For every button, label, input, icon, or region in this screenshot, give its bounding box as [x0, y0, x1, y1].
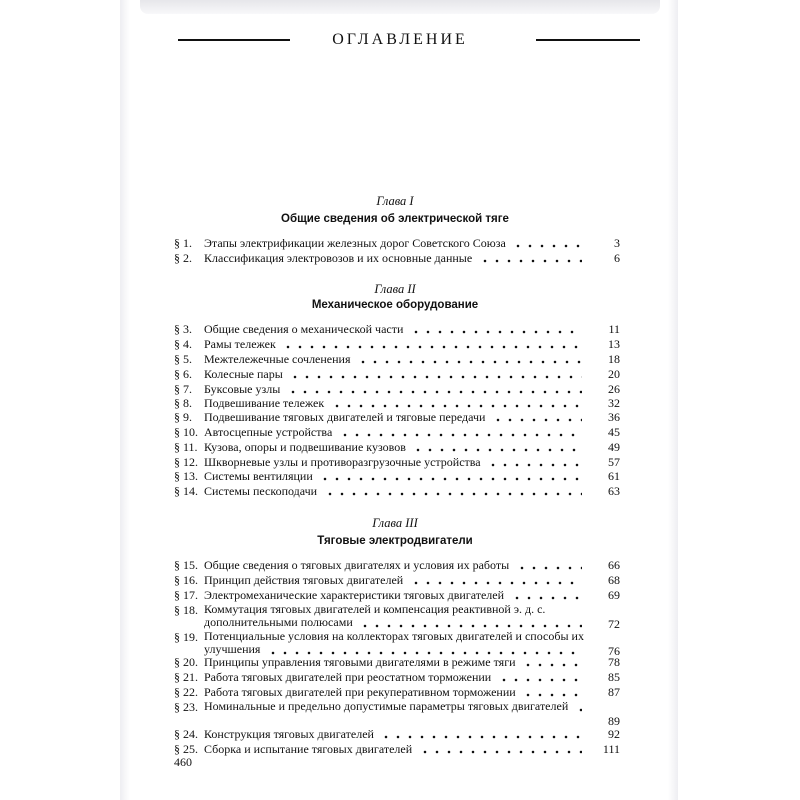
page-title: ОГЛАВЛЕНИЕ: [332, 31, 468, 48]
toc-entry[interactable]: [174, 236, 620, 250]
toc-entry[interactable]: [174, 603, 620, 631]
section-number: § 21.: [174, 670, 198, 684]
section-title: Подвешивание тележек: [204, 396, 325, 410]
section-page: 6: [614, 251, 620, 265]
toc-entry[interactable]: [174, 322, 620, 336]
section-number: § 24.: [174, 727, 198, 741]
section-title: Межтележечные сочленения: [204, 352, 351, 366]
toc-entry[interactable]: [174, 573, 620, 587]
page-header: [170, 30, 630, 54]
section-number: § 3.: [174, 322, 192, 336]
chapter-label: Глава II: [374, 282, 416, 296]
section-title: Принцип действия тяговых двигателей: [204, 573, 404, 587]
section-title: Принципы управления тяговыми двигателями в режиме тяги: [204, 655, 516, 669]
toc-entry[interactable]: [174, 655, 620, 669]
toc-entry[interactable]: [174, 700, 620, 728]
toc-entry[interactable]: [174, 382, 620, 396]
section-title: Работа тяговых двигателей при рекуперативном торможении: [204, 685, 516, 699]
leader-dots: [287, 390, 582, 394]
section-page: 92: [608, 727, 620, 741]
section-number: § 19.: [174, 630, 198, 644]
toc-entry[interactable]: [174, 484, 620, 498]
toc-entry[interactable]: [174, 630, 620, 658]
toc-entry[interactable]: [174, 337, 620, 351]
toc-entry[interactable]: [174, 396, 620, 410]
leader-dots: [512, 244, 582, 248]
leader-dots: [331, 404, 582, 408]
section-page: 11: [608, 322, 620, 336]
chapter-label: Глава III: [372, 516, 418, 530]
section-page: 26: [608, 382, 620, 396]
section-number: § 2.: [174, 251, 192, 265]
toc-entry[interactable]: [174, 742, 620, 756]
section-number: § 14.: [174, 484, 198, 498]
book-page: [160, 0, 640, 800]
section-page: 13: [608, 337, 620, 351]
section-title: Системы вентиляции: [204, 469, 313, 483]
toc-entry[interactable]: [174, 727, 620, 741]
section-page: 85: [608, 670, 620, 684]
leader-dots: [410, 330, 582, 334]
leader-dots: [575, 708, 582, 712]
toc-entry[interactable]: [174, 588, 620, 602]
section-title: Буксовые узлы: [204, 382, 281, 396]
section-page: 61: [608, 469, 620, 483]
title-rule-right: [536, 39, 640, 41]
section-page: 87: [608, 685, 620, 699]
section-page: 36: [608, 410, 620, 424]
leader-dots: [324, 492, 582, 496]
section-page: 49: [608, 440, 620, 454]
section-title: Работа тяговых двигателей при реостатном торможении: [204, 670, 492, 684]
section-title: Шкворневые узлы и противоразгрузочные устройства: [204, 455, 481, 469]
toc-entry[interactable]: [174, 440, 620, 454]
section-number: § 9.: [174, 410, 192, 424]
section-page: 45: [608, 425, 620, 439]
section-number: § 6.: [174, 367, 192, 381]
toc-entry[interactable]: [174, 367, 620, 381]
section-title: Коммутация тяговых двигателей и компенсация реактивной э. д. с. дополнительными полюсами: [204, 603, 546, 629]
section-page: 76: [608, 644, 620, 658]
section-page: 66: [608, 558, 620, 572]
chapter-label: Глава I: [376, 194, 414, 208]
toc-entry[interactable]: [174, 558, 620, 572]
leader-dots: [516, 566, 582, 570]
section-number: § 20.: [174, 655, 198, 669]
section-number: § 23.: [174, 700, 198, 714]
leader-dots: [282, 345, 582, 349]
section-number: § 5.: [174, 352, 192, 366]
section-page: 32: [608, 396, 620, 410]
section-number: § 13.: [174, 469, 198, 483]
leader-dots: [339, 433, 582, 437]
section-number: § 22.: [174, 685, 198, 699]
section-number: § 12.: [174, 455, 198, 469]
section-number: § 16.: [174, 573, 198, 587]
section-page: 78: [608, 655, 620, 669]
leader-dots: [487, 463, 582, 467]
section-page: 20: [608, 367, 620, 381]
section-number: § 4.: [174, 337, 192, 351]
section-title: Подвешивание тяговых двигателей и тяговые передачи: [204, 410, 486, 424]
section-title: Колесные пары: [204, 367, 283, 381]
section-number: § 11.: [174, 440, 198, 454]
leader-dots: [410, 581, 582, 585]
section-title: Кузова, опоры и подвешивание кузовов: [204, 440, 406, 454]
leader-dots: [319, 477, 582, 481]
section-number: § 1.: [174, 236, 192, 250]
section-page: 18: [608, 352, 620, 366]
leader-dots: [492, 418, 582, 422]
section-page: 57: [608, 455, 620, 469]
section-page: 111: [602, 742, 620, 756]
device-frame-right: [668, 0, 678, 800]
section-number: § 17.: [174, 588, 198, 602]
chapter-title: Механическое оборудование: [311, 299, 479, 311]
section-title: Общие сведения о тяговых двигателях и условия их работы: [204, 558, 510, 572]
toc-entry[interactable]: [174, 670, 620, 684]
leader-dots: [419, 750, 582, 754]
leader-dots: [498, 678, 582, 682]
leader-dots: [522, 693, 582, 697]
device-frame-left: [120, 0, 130, 800]
section-title: Общие сведения о механической части: [204, 322, 404, 336]
toc-entry[interactable]: [174, 251, 620, 265]
toc-entry[interactable]: [174, 410, 620, 424]
section-title: Системы пескоподачи: [204, 484, 318, 498]
section-number: § 25.: [174, 742, 198, 756]
section-title: Классификация электровозов и их основные данные: [204, 251, 473, 265]
leader-dots: [412, 448, 582, 452]
toc-entry[interactable]: [174, 469, 620, 483]
section-number: § 15.: [174, 558, 198, 572]
section-title: Потенциальные условия на коллекторах тяговых двигателей и способы их улучшения: [204, 630, 584, 656]
section-number: § 7.: [174, 382, 192, 396]
section-page: 69: [608, 588, 620, 602]
chapter-title: Тяговые электродвигатели: [317, 535, 473, 547]
toc-entry[interactable]: [174, 455, 620, 469]
leader-dots: [479, 259, 582, 263]
section-number: § 18.: [174, 603, 198, 617]
section-page: 3: [614, 236, 620, 250]
leader-dots: [522, 663, 582, 667]
toc-entry[interactable]: [174, 685, 620, 699]
toc-entry[interactable]: [174, 352, 620, 366]
leader-dots: [380, 735, 582, 739]
section-page: 89: [608, 714, 620, 728]
section-title: Электромеханические характеристики тяговых двигателей: [204, 588, 505, 602]
section-title: Автосцепные устройства: [204, 425, 333, 439]
chapter-title: Общие сведения об электрической тяге: [281, 213, 509, 225]
leader-dots: [289, 375, 582, 379]
leader-dots: [359, 624, 582, 628]
section-page: 72: [608, 617, 620, 631]
page-number: 460: [174, 755, 192, 769]
toc-entry[interactable]: [174, 425, 620, 439]
leader-dots: [357, 360, 582, 364]
leader-dots: [511, 596, 582, 600]
section-title: Рамы тележек: [204, 337, 276, 351]
section-title: Сборка и испытание тяговых двигателей: [204, 742, 413, 756]
section-number: § 10.: [174, 425, 198, 439]
section-title: Этапы электрификации железных дорог Советского Союза: [204, 236, 506, 250]
section-number: § 8.: [174, 396, 192, 410]
section-title: Номинальные и предельно допустимые параметры тяговых двигателей: [204, 700, 569, 713]
section-page: 63: [608, 484, 620, 498]
section-title: Конструкция тяговых двигателей: [204, 727, 374, 741]
section-page: 68: [608, 573, 620, 587]
